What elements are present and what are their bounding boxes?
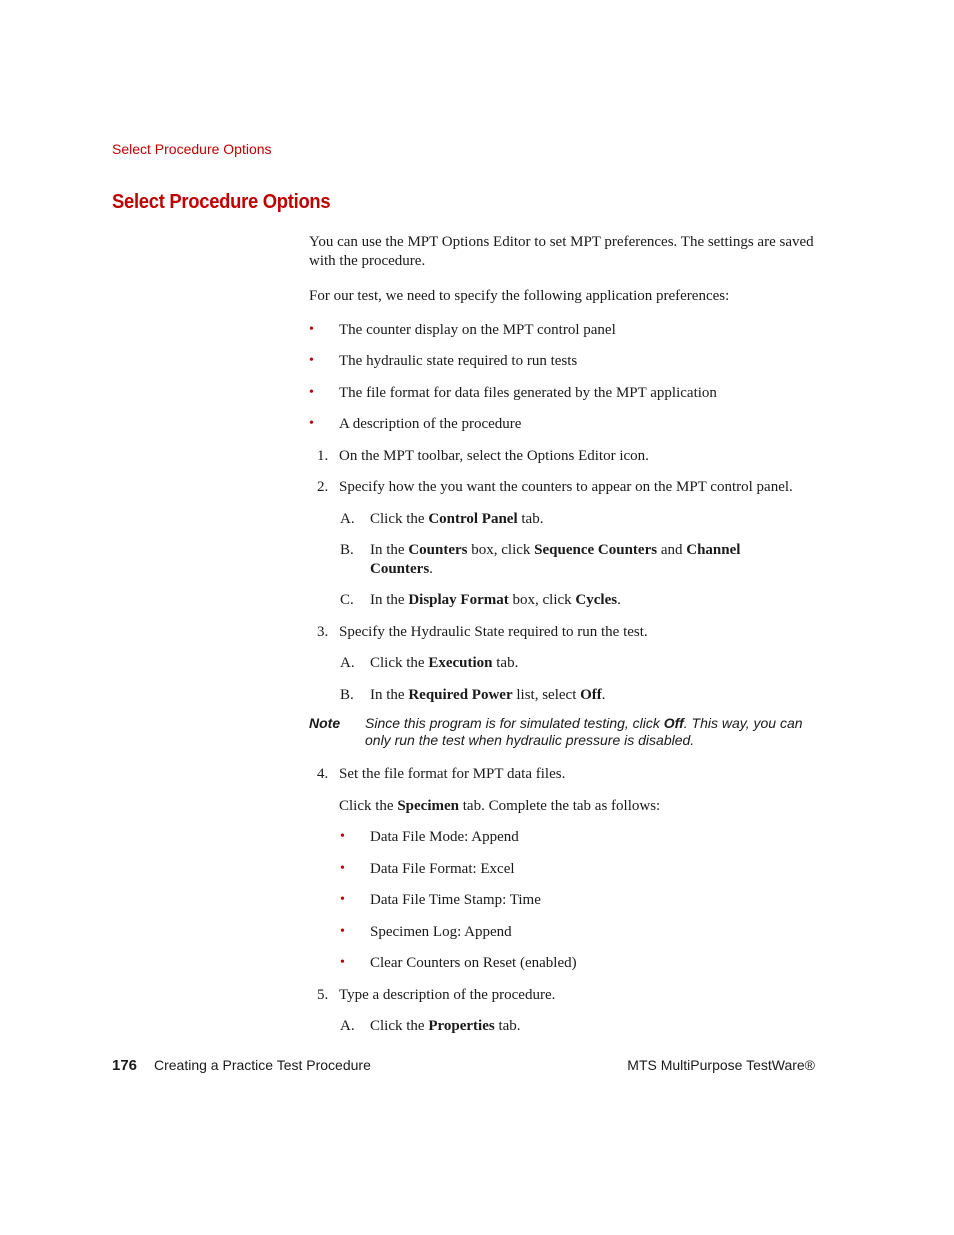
- bullet-icon: •: [340, 860, 345, 876]
- substep-3a: [309, 654, 819, 673]
- step-text: Specify how the you want the counters to appear on the MPT control panel.: [339, 479, 793, 495]
- bullet-text: A description of the procedure: [339, 416, 522, 432]
- substep-text: In the Counters box, click Sequence Counters and Channel Counters.: [370, 542, 741, 577]
- product-name: MTS MultiPurpose TestWare®: [627, 1057, 815, 1073]
- step-number: 1.: [317, 447, 329, 464]
- bullet-text: The file format for data files generated by the MPT application: [339, 384, 717, 401]
- bullet-icon: •: [340, 923, 345, 939]
- sub-bullet-item: [309, 954, 819, 973]
- step-number: 3.: [317, 623, 329, 640]
- bullet-icon: •: [340, 955, 345, 970]
- note-label: Note: [309, 715, 341, 731]
- substep-letter: C.: [340, 592, 354, 608]
- substep-5a: [309, 1017, 819, 1036]
- substep-3b: [309, 686, 819, 705]
- bullet-icon: •: [309, 353, 314, 368]
- bullet-item: [309, 352, 819, 371]
- substep-2b: [309, 541, 819, 578]
- bullet-item: [309, 321, 819, 340]
- bullet-icon: •: [309, 321, 314, 337]
- bullet-text: The counter display on the MPT control panel: [339, 321, 616, 338]
- sub-bullet-text: Data File Time Stamp: Time: [370, 892, 541, 908]
- step-text: Set the file format for MPT data files.: [339, 766, 566, 782]
- bullet-icon: •: [309, 384, 314, 400]
- sub-bullet-item: [309, 828, 819, 847]
- step-number: 2.: [317, 479, 329, 495]
- chapter-title: Creating a Practice Test Procedure: [154, 1057, 371, 1073]
- sub-bullet-item: [309, 923, 819, 942]
- bullet-item: [309, 384, 819, 403]
- sub-bullet-text: Data File Mode: Append: [370, 829, 519, 845]
- step-number: 5.: [317, 986, 329, 1003]
- substep-text: Click the Execution tab.: [370, 655, 519, 671]
- sub-bullet-item: [309, 860, 819, 879]
- intro-paragraph-2: For our test, we need to specify the following application preferences:: [309, 288, 730, 304]
- bullet-icon: •: [340, 829, 345, 844]
- substep-letter: A.: [340, 655, 355, 671]
- bullet-text: The hydraulic state required to run tests: [339, 353, 578, 369]
- page-number: 176: [112, 1057, 138, 1074]
- substep-text: In the Display Format box, click Cycles.: [370, 592, 621, 608]
- step-2: [309, 478, 819, 497]
- step-1: [309, 447, 819, 466]
- substep-2c: [309, 591, 819, 610]
- step-text: Specify the Hydraulic State required to run the test.: [339, 623, 648, 640]
- step-paragraph-text: Click the Specimen tab. Complete the tab as follows:: [339, 797, 661, 814]
- section-body: [309, 233, 819, 1036]
- sub-bullet-text: Clear Counters on Reset (enabled): [370, 955, 577, 971]
- substep-letter: A.: [340, 510, 355, 527]
- substep-letter: B.: [340, 542, 354, 558]
- step-number: 4.: [317, 766, 329, 782]
- step-4: [309, 765, 819, 784]
- bullet-icon: •: [309, 416, 314, 431]
- step-5: [309, 986, 819, 1005]
- substep-letter: A.: [340, 1018, 355, 1034]
- step-3: [309, 623, 819, 642]
- substep-text: In the Required Power list, select Off.: [370, 686, 606, 703]
- substep-letter: B.: [340, 686, 354, 703]
- intro-paragraph-1: You can use the MPT Options Editor to set MPT preferences. The settings are saved with the procedure.: [309, 234, 814, 269]
- substep-text: Click the Control Panel tab.: [370, 510, 544, 527]
- note-text: Since this program is for simulated testing, click Off. This way, you can only run the test when hydraulic pressure is disabled.: [365, 715, 803, 748]
- bullet-icon: •: [340, 892, 345, 907]
- sub-bullet-item: [309, 891, 819, 910]
- bullet-item: [309, 415, 819, 434]
- step-4-paragraph: [309, 797, 819, 816]
- substep-text: Click the Properties tab.: [370, 1018, 521, 1034]
- step-text: Type a description of the procedure.: [339, 986, 556, 1003]
- substep-2a: [309, 510, 819, 529]
- section-title: Select Procedure Options: [112, 191, 331, 213]
- running-head: Select Procedure Options: [112, 141, 272, 157]
- note: [309, 715, 819, 749]
- step-text: On the MPT toolbar, select the Options Editor icon.: [339, 447, 649, 464]
- sub-bullet-text: Specimen Log: Append: [370, 923, 512, 940]
- sub-bullet-text: Data File Format: Excel: [370, 860, 515, 877]
